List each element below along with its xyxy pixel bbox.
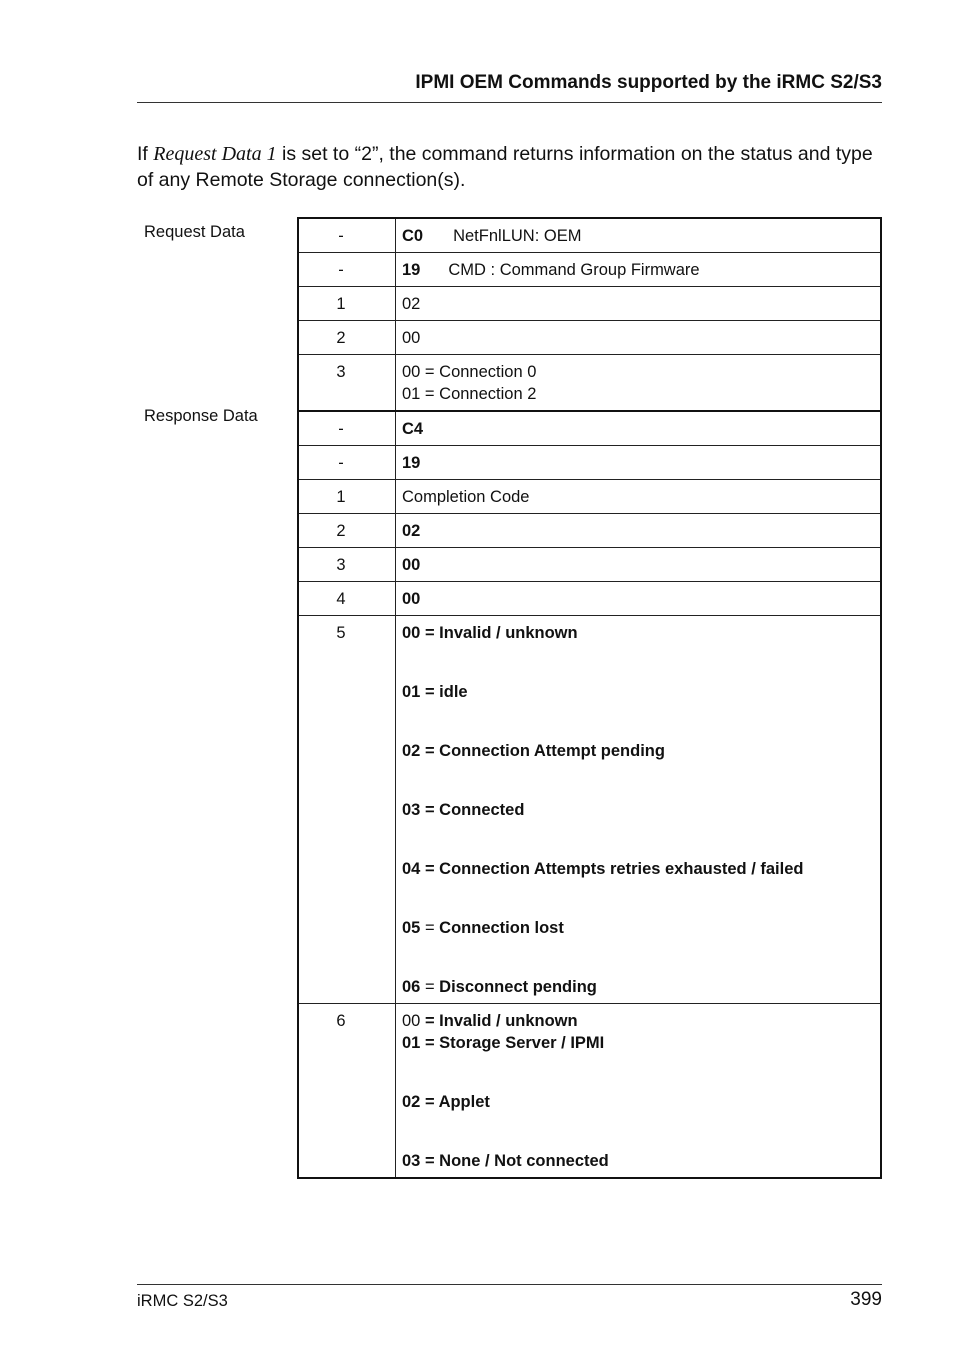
byte-number: -	[298, 411, 396, 446]
status-entry: 01 = idle	[402, 683, 468, 701]
byte-value: Completion Code	[396, 480, 882, 514]
header-title: IPMI OEM Commands supported by the iRMC S2/S3	[415, 72, 882, 93]
value-line: 01 = Connection 2	[402, 385, 537, 403]
page-footer	[137, 1284, 882, 1310]
status-entry: 03 = Connected	[402, 801, 525, 819]
table-row	[298, 218, 881, 253]
table-row	[298, 548, 881, 582]
table-row	[298, 355, 881, 412]
status-entry: 00 = Invalid / unknown	[402, 624, 578, 642]
footer-product: iRMC S2/S3	[137, 1292, 228, 1310]
status-entry: 02 = Connection Attempt pending	[402, 742, 665, 760]
type-entry: 01 = Storage Server / IPMI	[402, 1034, 605, 1052]
type-entry: 02 = Applet	[402, 1093, 490, 1111]
byte-value: 02	[396, 514, 882, 548]
table-row	[298, 582, 881, 616]
table-row	[298, 287, 881, 321]
byte-value	[396, 355, 882, 412]
byte-number: 6	[298, 1004, 396, 1179]
table-row	[298, 253, 881, 287]
type-entry: 03 = None / Not connected	[402, 1152, 609, 1170]
page-number: 399	[850, 1289, 882, 1310]
status-entry: 05 = Connection lost	[402, 919, 564, 937]
byte-number: 3	[298, 355, 396, 412]
byte-number: -	[298, 253, 396, 287]
byte-value: 00	[396, 582, 882, 616]
byte-number: 2	[298, 514, 396, 548]
byte-number: -	[298, 446, 396, 480]
table-row	[298, 514, 881, 548]
intro-suffix: is set to “2”, the command returns information on the status and type of any Remote Storage connection(s).	[137, 143, 873, 191]
intro-prefix: If	[137, 143, 154, 165]
byte-code: C0	[402, 227, 424, 245]
table-row-connection-status	[298, 616, 881, 1004]
byte-number: -	[298, 218, 396, 253]
value-line: 00 = Connection 0	[402, 363, 537, 381]
status-entry: 06 = Disconnect pending	[402, 978, 597, 996]
byte-value: 00	[396, 321, 882, 355]
command-table	[297, 217, 882, 1179]
intro-reference: Request Data 1	[153, 143, 277, 165]
type-values	[396, 1004, 882, 1179]
status-entry: 04 = Connection Attempts retries exhausted / failed	[402, 860, 804, 878]
intro-paragraph	[137, 141, 887, 193]
byte-value: 00	[396, 548, 882, 582]
byte-value: 19	[396, 446, 882, 480]
page-header	[137, 72, 882, 103]
byte-value: C4	[396, 411, 882, 446]
byte-value	[396, 253, 882, 287]
table-row	[298, 321, 881, 355]
request-data-label: Request Data	[144, 223, 245, 241]
table-row-connection-type	[298, 1004, 881, 1179]
status-values	[396, 616, 882, 1004]
table-row	[298, 480, 881, 514]
byte-number: 2	[298, 321, 396, 355]
byte-description: NetFnlLUN: OEM	[453, 227, 582, 245]
type-entry: 00 = Invalid / unknown	[402, 1012, 578, 1030]
byte-number: 4	[298, 582, 396, 616]
byte-description: CMD : Command Group Firmware	[448, 261, 700, 279]
response-data-label: Response Data	[144, 407, 258, 425]
byte-value	[396, 218, 882, 253]
byte-number: 1	[298, 287, 396, 321]
byte-code: 19	[402, 261, 421, 279]
table-row	[298, 446, 881, 480]
byte-number: 5	[298, 616, 396, 1004]
byte-number: 3	[298, 548, 396, 582]
table-row	[298, 411, 881, 446]
byte-value: 02	[396, 287, 882, 321]
byte-number: 1	[298, 480, 396, 514]
